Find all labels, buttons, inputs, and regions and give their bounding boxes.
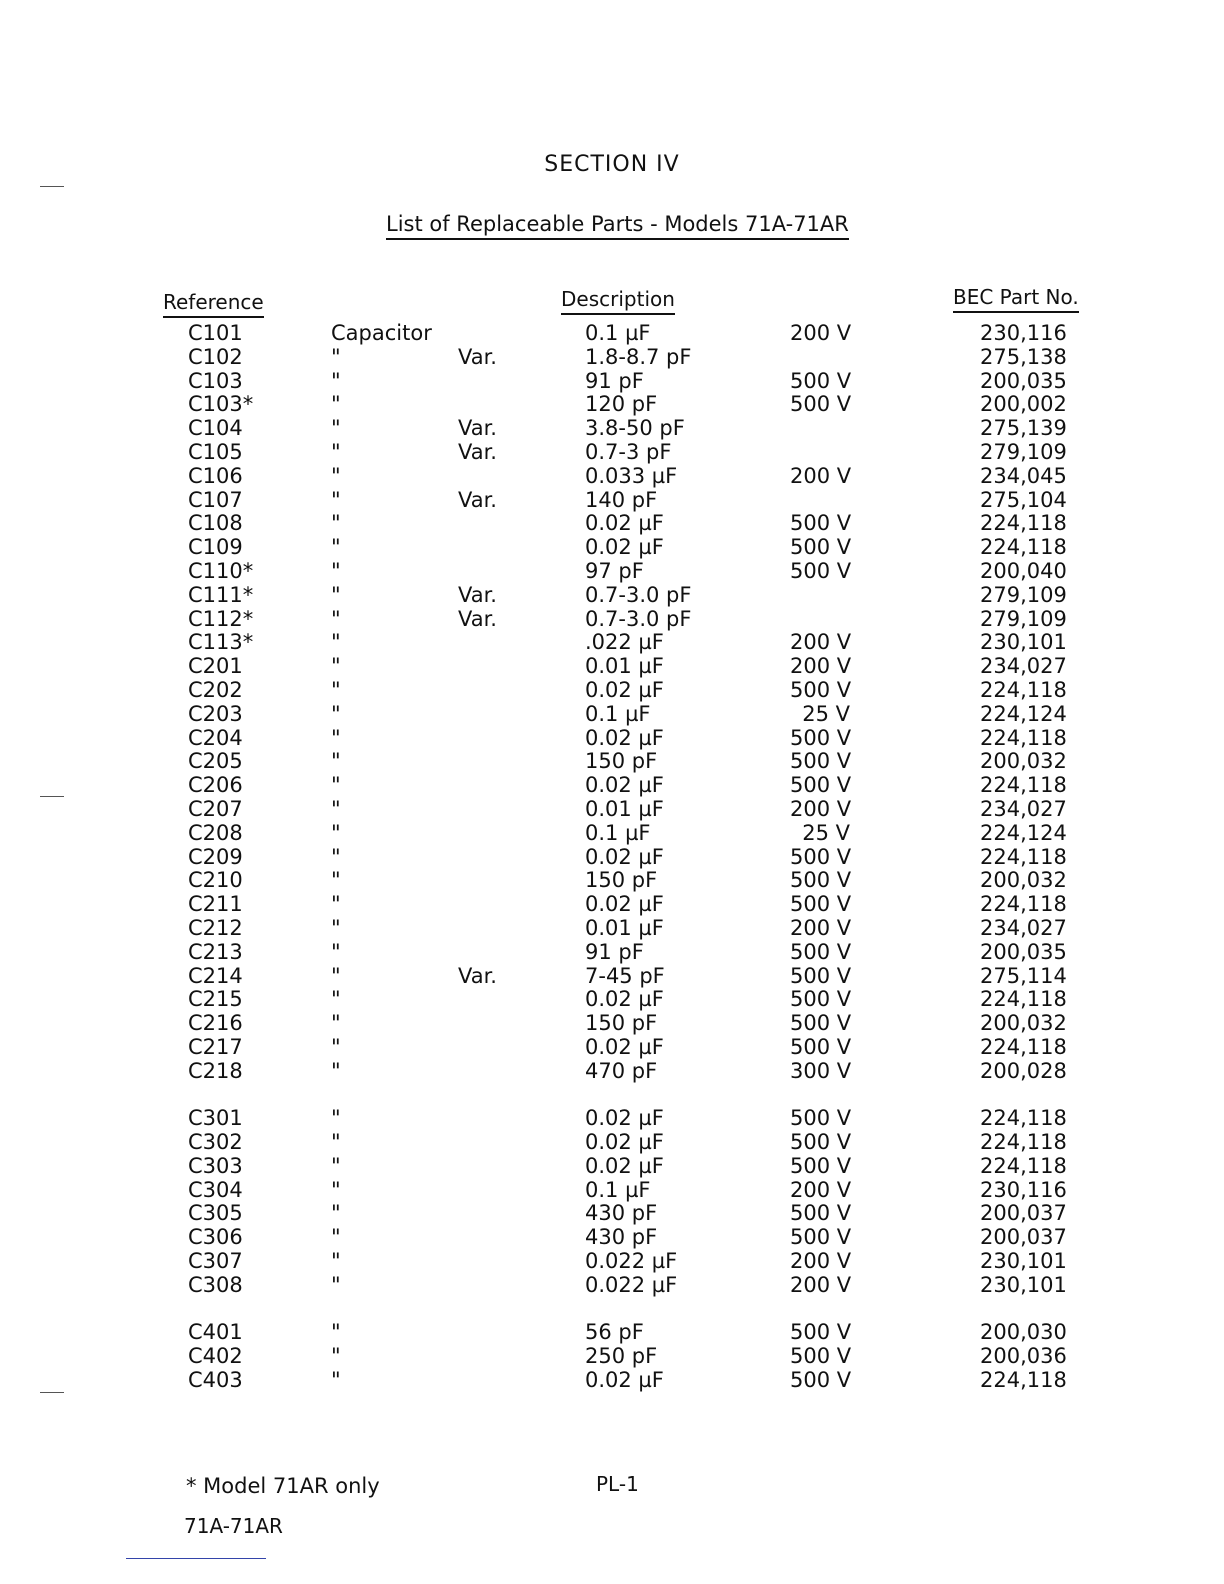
part-number-cell: 200,032	[980, 1011, 1067, 1036]
page-number: PL-1	[596, 1472, 639, 1496]
type-cell: "	[331, 1344, 341, 1369]
type-cell: "	[331, 677, 341, 702]
part-number-cell: 275,104	[980, 487, 1067, 512]
reference-cell: C308	[188, 1272, 243, 1297]
column-header-description: Description	[561, 287, 675, 315]
table-row	[0, 441, 1224, 465]
voltage-cell: 300 V	[790, 1058, 852, 1083]
table-row	[0, 917, 1224, 941]
table-row	[0, 869, 1224, 893]
table-row	[0, 608, 1224, 632]
type-cell: "	[331, 915, 341, 940]
part-number-cell: 230,116	[980, 1177, 1067, 1202]
table-row	[0, 941, 1224, 965]
reference-cell: C213	[188, 939, 243, 964]
reference-cell: C305	[188, 1201, 243, 1226]
table-row	[0, 822, 1224, 846]
table-row	[0, 655, 1224, 679]
reference-cell: C306	[188, 1225, 243, 1250]
reference-cell: C203	[188, 701, 243, 726]
part-number-cell: 200,028	[980, 1058, 1067, 1083]
column-header-part-no: BEC Part No.	[953, 285, 1079, 313]
table-row	[0, 465, 1224, 489]
value-cell: 0.022 µF	[585, 1249, 678, 1274]
variable-cell: Var.	[458, 606, 497, 631]
table-row	[0, 346, 1224, 370]
value-cell: 150 pF	[585, 1011, 658, 1036]
type-cell: "	[331, 1368, 341, 1393]
table-row	[0, 370, 1224, 394]
value-cell: 0.02 µF	[585, 535, 664, 560]
voltage-cell: 500 V	[790, 844, 852, 869]
reference-cell: C303	[188, 1153, 243, 1178]
part-number-cell: 200,036	[980, 1344, 1067, 1369]
voltage-cell: 200 V	[790, 796, 852, 821]
table-row	[0, 1250, 1224, 1274]
reference-cell: C212	[188, 915, 243, 940]
type-cell: "	[331, 463, 341, 488]
value-cell: 0.02 µF	[585, 1368, 664, 1393]
reference-cell: C403	[188, 1368, 243, 1393]
reference-cell: C207	[188, 796, 243, 821]
reference-cell: C102	[188, 344, 243, 369]
type-cell: "	[331, 749, 341, 774]
value-cell: 120 pF	[585, 392, 658, 417]
table-row	[0, 1060, 1224, 1084]
value-cell: 0.02 µF	[585, 1034, 664, 1059]
type-cell: "	[331, 1320, 341, 1345]
type-cell: "	[331, 987, 341, 1012]
table-row	[0, 1202, 1224, 1226]
reference-cell: C216	[188, 1011, 243, 1036]
part-number-cell: 200,032	[980, 868, 1067, 893]
part-number-cell: 279,109	[980, 582, 1067, 607]
table-row	[0, 1107, 1224, 1131]
value-cell: 0.01 µF	[585, 796, 664, 821]
voltage-cell: 500 V	[790, 1106, 852, 1131]
type-cell: "	[331, 558, 341, 583]
voltage-cell: 500 V	[790, 939, 852, 964]
value-cell: 140 pF	[585, 487, 658, 512]
variable-cell: Var.	[458, 416, 497, 441]
table-row	[0, 1274, 1224, 1298]
value-cell: 470 pF	[585, 1058, 658, 1083]
part-number-cell: 234,045	[980, 463, 1067, 488]
type-cell: "	[331, 1011, 341, 1036]
table-row	[0, 1226, 1224, 1250]
value-cell: 56 pF	[585, 1320, 644, 1345]
voltage-cell: 500 V	[790, 1130, 852, 1155]
value-cell: 0.1 µF	[585, 321, 651, 345]
value-cell: 0.1 µF	[585, 701, 651, 726]
type-cell: "	[331, 416, 341, 441]
value-cell: 0.1 µF	[585, 1177, 651, 1202]
table-row	[0, 393, 1224, 417]
variable-cell: Var.	[458, 344, 497, 369]
voltage-cell: 200 V	[790, 654, 852, 679]
reference-cell: C209	[188, 844, 243, 869]
part-number-cell: 224,118	[980, 725, 1067, 750]
table-row	[0, 988, 1224, 1012]
value-cell: 1.8-8.7 pF	[585, 344, 692, 369]
voltage-cell: 500 V	[790, 1225, 852, 1250]
type-cell: "	[331, 487, 341, 512]
part-number-cell: 200,035	[980, 939, 1067, 964]
part-number-cell: 200,037	[980, 1225, 1067, 1250]
type-cell: Capacitor	[331, 321, 432, 345]
table-row	[0, 798, 1224, 822]
part-number-cell: 200,002	[980, 392, 1067, 417]
table-row	[0, 679, 1224, 703]
value-cell: 0.02 µF	[585, 987, 664, 1012]
reference-cell: C215	[188, 987, 243, 1012]
part-number-cell: 224,118	[980, 1368, 1067, 1393]
scan-edge-mark	[40, 186, 64, 187]
voltage-cell: 200 V	[790, 1177, 852, 1202]
reference-cell: C105	[188, 439, 243, 464]
type-cell: "	[331, 820, 341, 845]
type-cell: "	[331, 773, 341, 798]
table-row	[0, 322, 1224, 346]
part-number-cell: 230,101	[980, 1272, 1067, 1297]
reference-cell: C111*	[188, 582, 254, 607]
reference-cell: C210	[188, 868, 243, 893]
value-cell: .022 µF	[585, 630, 664, 655]
part-number-cell: 234,027	[980, 654, 1067, 679]
value-cell: 91 pF	[585, 939, 644, 964]
part-number-cell: 224,118	[980, 1034, 1067, 1059]
reference-cell: C402	[188, 1344, 243, 1369]
variable-cell: Var.	[458, 487, 497, 512]
value-cell: 91 pF	[585, 368, 644, 393]
part-number-cell: 200,035	[980, 368, 1067, 393]
type-cell: "	[331, 511, 341, 536]
reference-cell: C218	[188, 1058, 243, 1083]
type-cell: "	[331, 344, 341, 369]
value-cell: 150 pF	[585, 868, 658, 893]
type-cell: "	[331, 654, 341, 679]
reference-cell: C109	[188, 535, 243, 560]
value-cell: 0.1 µF	[585, 820, 651, 845]
variable-cell: Var.	[458, 963, 497, 988]
part-number-cell: 200,037	[980, 1201, 1067, 1226]
reference-cell: C202	[188, 677, 243, 702]
voltage-cell: 500 V	[790, 963, 852, 988]
part-number-cell: 224,118	[980, 892, 1067, 917]
voltage-cell: 500 V	[790, 558, 852, 583]
table-row	[0, 1369, 1224, 1393]
part-number-cell: 230,101	[980, 1249, 1067, 1274]
bottom-rule	[126, 1558, 266, 1559]
type-cell: "	[331, 939, 341, 964]
part-number-cell: 224,118	[980, 1106, 1067, 1131]
type-cell: "	[331, 701, 341, 726]
voltage-cell: 500 V	[790, 892, 852, 917]
type-cell: "	[331, 1130, 341, 1155]
table-row	[0, 1036, 1224, 1060]
value-cell: 0.033 µF	[585, 463, 678, 488]
part-number-cell: 230,101	[980, 630, 1067, 655]
type-cell: "	[331, 963, 341, 988]
variable-cell: Var.	[458, 582, 497, 607]
table-row	[0, 893, 1224, 917]
voltage-cell: 500 V	[790, 392, 852, 417]
table-row	[0, 774, 1224, 798]
part-number-cell: 224,118	[980, 677, 1067, 702]
voltage-cell: 500 V	[790, 1368, 852, 1393]
voltage-cell: 500 V	[790, 511, 852, 536]
voltage-cell: 500 V	[790, 535, 852, 560]
value-cell: 430 pF	[585, 1225, 658, 1250]
footnote: * Model 71AR only	[186, 1474, 380, 1498]
part-number-cell: 230,116	[980, 321, 1067, 345]
reference-cell: C205	[188, 749, 243, 774]
voltage-cell: 500 V	[790, 1320, 852, 1345]
type-cell: "	[331, 1225, 341, 1250]
table-row	[0, 1155, 1224, 1179]
table-row	[0, 727, 1224, 751]
parts-table	[0, 322, 1224, 1393]
reference-cell: C211	[188, 892, 243, 917]
table-row	[0, 750, 1224, 774]
value-cell: 0.02 µF	[585, 725, 664, 750]
value-cell: 0.02 µF	[585, 773, 664, 798]
reference-cell: C106	[188, 463, 243, 488]
part-number-cell: 275,138	[980, 344, 1067, 369]
variable-cell: Var.	[458, 439, 497, 464]
part-number-cell: 275,139	[980, 416, 1067, 441]
voltage-cell: 500 V	[790, 749, 852, 774]
value-cell: 0.022 µF	[585, 1272, 678, 1297]
part-number-cell: 224,124	[980, 701, 1067, 726]
type-cell: "	[331, 1177, 341, 1202]
table-row	[0, 965, 1224, 989]
value-cell: 0.01 µF	[585, 654, 664, 679]
type-cell: "	[331, 796, 341, 821]
value-cell: 7-45 pF	[585, 963, 665, 988]
part-number-cell: 224,118	[980, 1130, 1067, 1155]
table-row	[0, 1012, 1224, 1036]
reference-cell: C113*	[188, 630, 254, 655]
voltage-cell: 500 V	[790, 1034, 852, 1059]
value-cell: 0.02 µF	[585, 677, 664, 702]
value-cell: 0.7-3.0 pF	[585, 606, 692, 631]
reference-cell: C104	[188, 416, 243, 441]
part-number-cell: 200,040	[980, 558, 1067, 583]
table-row	[0, 846, 1224, 870]
part-number-cell: 234,027	[980, 796, 1067, 821]
list-title: List of Replaceable Parts - Models 71A-71AR	[386, 212, 849, 240]
part-number-cell: 224,118	[980, 844, 1067, 869]
column-header-reference: Reference	[163, 290, 264, 318]
scan-edge-mark	[40, 796, 64, 797]
part-number-cell: 224,118	[980, 987, 1067, 1012]
value-cell: 250 pF	[585, 1344, 658, 1369]
type-cell: "	[331, 1058, 341, 1083]
reference-cell: C214	[188, 963, 243, 988]
row-gap	[0, 1084, 1224, 1108]
part-number-cell: 224,118	[980, 535, 1067, 560]
type-cell: "	[331, 368, 341, 393]
value-cell: 0.01 µF	[585, 915, 664, 940]
reference-cell: C107	[188, 487, 243, 512]
value-cell: 0.02 µF	[585, 892, 664, 917]
voltage-cell: 500 V	[790, 677, 852, 702]
part-number-cell: 234,027	[980, 915, 1067, 940]
table-row	[0, 584, 1224, 608]
voltage-cell: 200 V	[790, 1272, 852, 1297]
model-label: 71A-71AR	[184, 1514, 283, 1538]
value-cell: 430 pF	[585, 1201, 658, 1226]
reference-cell: C217	[188, 1034, 243, 1059]
reference-cell: C401	[188, 1320, 243, 1345]
table-row	[0, 703, 1224, 727]
part-number-cell: 224,124	[980, 820, 1067, 845]
reference-cell: C307	[188, 1249, 243, 1274]
part-number-cell: 200,032	[980, 749, 1067, 774]
value-cell: 0.02 µF	[585, 511, 664, 536]
table-row	[0, 1131, 1224, 1155]
reference-cell: C302	[188, 1130, 243, 1155]
value-cell: 0.02 µF	[585, 1130, 664, 1155]
voltage-cell: 500 V	[790, 868, 852, 893]
voltage-cell: 25 V	[802, 820, 850, 845]
reference-cell: C101	[188, 321, 243, 345]
reference-cell: C208	[188, 820, 243, 845]
part-number-cell: 224,118	[980, 511, 1067, 536]
type-cell: "	[331, 844, 341, 869]
value-cell: 150 pF	[585, 749, 658, 774]
value-cell: 0.02 µF	[585, 1153, 664, 1178]
type-cell: "	[331, 1249, 341, 1274]
part-number-cell: 279,109	[980, 606, 1067, 631]
value-cell: 0.7-3 pF	[585, 439, 672, 464]
reference-cell: C103	[188, 368, 243, 393]
type-cell: "	[331, 1272, 341, 1297]
voltage-cell: 200 V	[790, 463, 852, 488]
reference-cell: C112*	[188, 606, 254, 631]
table-row	[0, 512, 1224, 536]
voltage-cell: 25 V	[802, 701, 850, 726]
reference-cell: C103*	[188, 392, 254, 417]
type-cell: "	[331, 1106, 341, 1131]
voltage-cell: 500 V	[790, 1153, 852, 1178]
value-cell: 97 pF	[585, 558, 644, 583]
reference-cell: C301	[188, 1106, 243, 1131]
section-title: SECTION IV	[544, 152, 680, 177]
type-cell: "	[331, 606, 341, 631]
table-row	[0, 536, 1224, 560]
part-number-cell: 275,114	[980, 963, 1067, 988]
type-cell: "	[331, 1034, 341, 1059]
type-cell: "	[331, 1153, 341, 1178]
reference-cell: C206	[188, 773, 243, 798]
table-row	[0, 1345, 1224, 1369]
type-cell: "	[331, 392, 341, 417]
reference-cell: C204	[188, 725, 243, 750]
voltage-cell: 500 V	[790, 1011, 852, 1036]
voltage-cell: 500 V	[790, 987, 852, 1012]
scan-edge-mark	[40, 1392, 64, 1393]
part-number-cell: 224,118	[980, 773, 1067, 798]
voltage-cell: 200 V	[790, 1249, 852, 1274]
type-cell: "	[331, 439, 341, 464]
value-cell: 3.8-50 pF	[585, 416, 685, 441]
table-row	[0, 1321, 1224, 1345]
voltage-cell: 500 V	[790, 773, 852, 798]
voltage-cell: 500 V	[790, 725, 852, 750]
voltage-cell: 200 V	[790, 321, 852, 345]
voltage-cell: 200 V	[790, 915, 852, 940]
table-row	[0, 1179, 1224, 1203]
part-number-cell: 224,118	[980, 1153, 1067, 1178]
table-row	[0, 417, 1224, 441]
reference-cell: C110*	[188, 558, 254, 583]
voltage-cell: 500 V	[790, 368, 852, 393]
table-row	[0, 489, 1224, 513]
value-cell: 0.7-3.0 pF	[585, 582, 692, 607]
type-cell: "	[331, 868, 341, 893]
type-cell: "	[331, 630, 341, 655]
value-cell: 0.02 µF	[585, 844, 664, 869]
part-number-cell: 279,109	[980, 439, 1067, 464]
type-cell: "	[331, 892, 341, 917]
reference-cell: C201	[188, 654, 243, 679]
type-cell: "	[331, 1201, 341, 1226]
voltage-cell: 500 V	[790, 1344, 852, 1369]
reference-cell: C304	[188, 1177, 243, 1202]
part-number-cell: 200,030	[980, 1320, 1067, 1345]
table-row	[0, 560, 1224, 584]
table-row	[0, 631, 1224, 655]
value-cell: 0.02 µF	[585, 1106, 664, 1131]
type-cell: "	[331, 582, 341, 607]
type-cell: "	[331, 725, 341, 750]
row-gap	[0, 1298, 1224, 1322]
reference-cell: C108	[188, 511, 243, 536]
voltage-cell: 500 V	[790, 1201, 852, 1226]
voltage-cell: 200 V	[790, 630, 852, 655]
type-cell: "	[331, 535, 341, 560]
